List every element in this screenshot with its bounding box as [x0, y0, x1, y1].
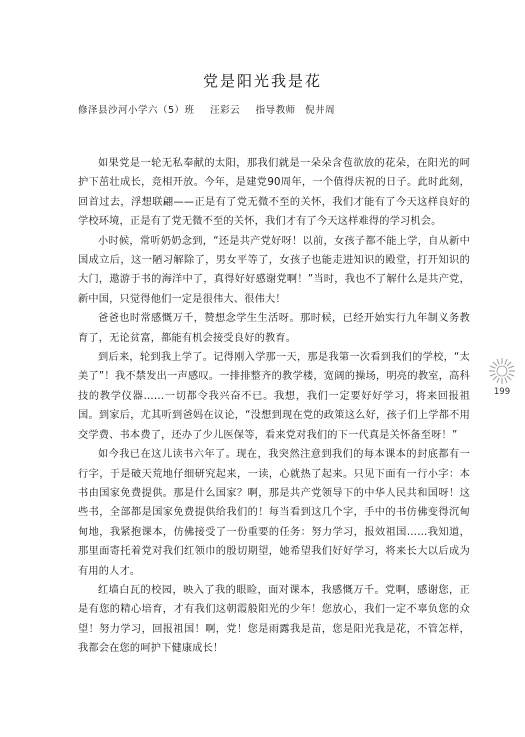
- page-number-marker: [488, 357, 516, 397]
- paragraph: 如果党是一轮无私奉献的太阳，那我们就是一朵朵含苞欲放的花朵，在阳光的呵护下茁壮成长，竞相开放。今年，是建党90周年，一个值得庆祝的日子。此时此刻，回首过去，浮想联翩——正是有了党无微不至的关怀，我们才能有了今天这样良好的学校环境，正是有了党无微不至的关怀，我们才有了今天这样难得的学习机会。: [78, 158, 470, 228]
- paragraph: 到后来，轮到我上学了。记得刚入学那一天，那是我第一次看到我们的学校，“太美了”！我不禁发出一声感叹。一排排整齐的教学楼，宽阔的操场，明亮的教室，高科技的教学仪器……一切都令我兴奋不已。我想，我们一定要好好学习，将来回报祖国。到家后，尤其听到爸妈在议论，“没想到现在党的政策这么好，孩子们上学都不用交学费、书本费了，还办了少儿医保等，看来党对我们的下一代真是关怀备至呀！”: [78, 352, 470, 441]
- page-number: 199: [493, 387, 511, 397]
- byline-teacher-label: 指导教师: [255, 105, 296, 116]
- sunburst-ornament-icon: [488, 357, 516, 385]
- paragraph: 如今我已在这儿读书六年了。现在，我突然注意到我们的每本课本的封底都有一行字，于是破天荒地仔细研究起来，一读，心就热了起来。只见下面有一行小字：本书由国家免费提供。那是什么国家？啊，那是共产党领导下的中华人民共和国呀！这些书，全部都是国家免费提供给我们的！每当看到这几个字，手中的书仿佛变得沉甸甸地，我紧抱课本，仿佛接受了一份重要的任务：努力学习，报效祖国……我知道，那里面寄托着党对我们红领巾的殷切期望，她希望我们好好学习，将来长大以后成为有用的人才。: [78, 449, 470, 577]
- article-body: [78, 154, 470, 659]
- article-title: 党是阳光我是花: [202, 72, 322, 90]
- paragraph: 爸爸也时常感慨万千，赞想念学生生活呀。那时候，已经开始实行九年制义务教育了，无论贫富，都能有机会接受良好的教育。: [78, 313, 470, 344]
- paragraph: 红墙白瓦的校园，映入了我的眼睑，面对课本，我感慨万千。党啊，感谢您，正是有您的精心培育，才有我们这朝霞般阳光的少年！您放心，我们一定不辜负您的众望！努力学习，回报祖国！啊，党！您是雨露我是苗，您是阳光我是花，不管怎样，我都会在您的呵护下健康成长！: [78, 584, 470, 655]
- byline: [78, 102, 498, 116]
- byline-author: 汪彩云: [210, 105, 241, 116]
- paragraph: 小时候，常听奶奶念到，“还是共产党好呀！以前，女孩子都不能上学，自从新中国成立后，这一陋习解除了，男女平等了，女孩子也能走进知识的殿堂，打开知识的大门，遨游于书的海洋中了，真得好好感谢党啊！”当时，我也不了解什么是共产党，新中国，只觉得他们一定是很伟大、很伟大！: [78, 235, 470, 305]
- byline-school-class: 修泽县沙河小学六（5）班: [78, 105, 195, 116]
- byline-teacher: 倪井周: [305, 105, 336, 116]
